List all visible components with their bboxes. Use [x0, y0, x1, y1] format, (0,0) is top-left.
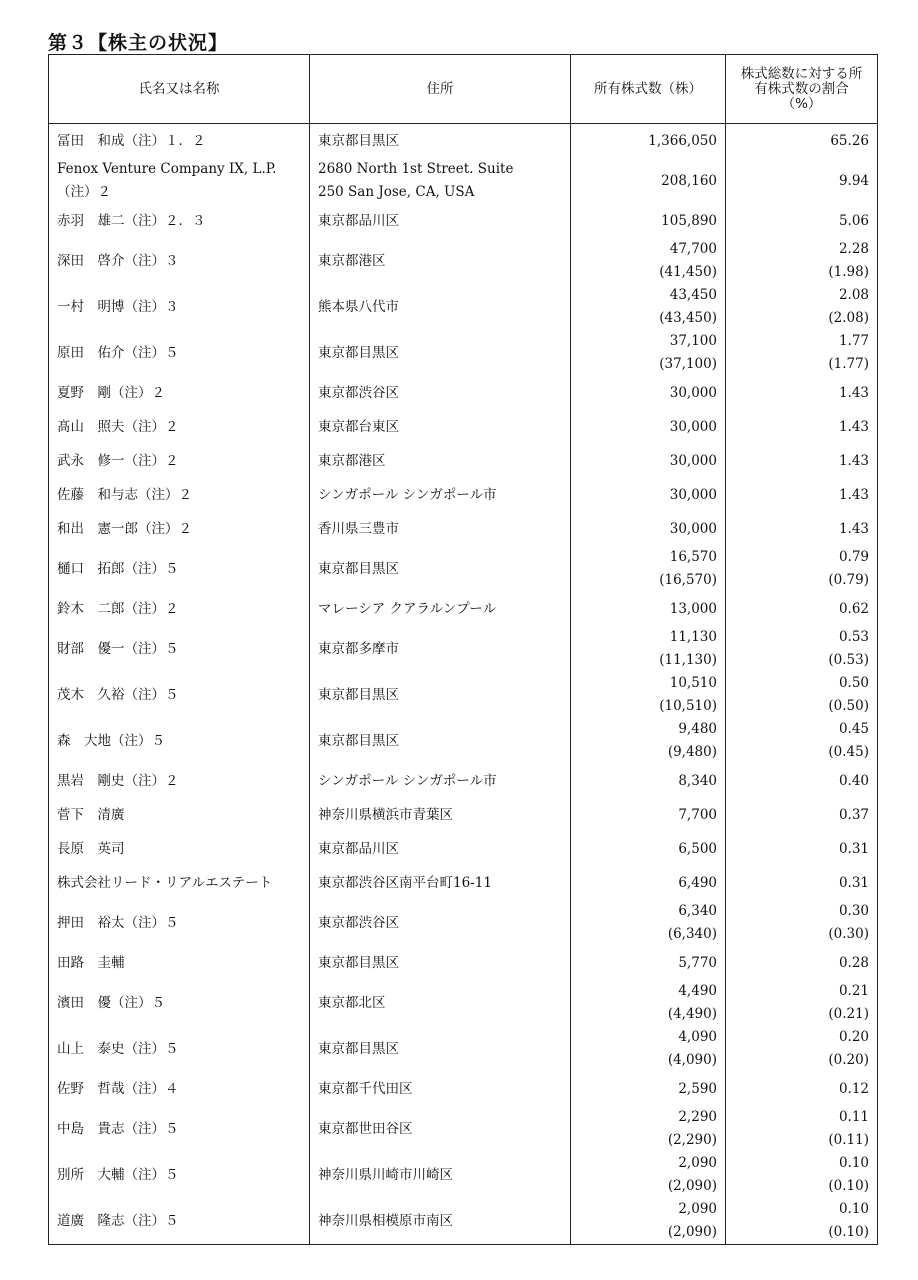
cell-address-line: 東京都渋谷区	[318, 384, 399, 401]
cell-ratio-line: 2.08	[838, 287, 869, 303]
table-row	[49, 866, 878, 900]
cell-shares-line: 208,160	[661, 172, 717, 189]
table-row	[49, 376, 878, 410]
cell-ratio	[726, 546, 878, 592]
cell-name-line: 樋口 拓郎（注）５	[57, 560, 179, 577]
cell-address-line: 東京都港区	[318, 452, 386, 469]
cell-shares-line: 6,500	[678, 840, 717, 857]
cell-ratio-line: 0.53	[838, 629, 869, 645]
table-row	[49, 158, 878, 204]
cell-shares	[571, 980, 726, 1026]
cell-ratio	[726, 1198, 878, 1245]
cell-address-line: 神奈川県横浜市青葉区	[318, 806, 453, 823]
header-shares: 所有株式数（株）	[571, 55, 726, 124]
cell-address-line: 東京都目黒区	[318, 732, 399, 749]
cell-name-line: 和出 憲一郎（注）２	[57, 520, 192, 537]
cell-ratio-line: 65.26	[830, 132, 869, 149]
cell-shares-line: (6,340)	[667, 926, 717, 942]
cell-name	[49, 546, 310, 592]
cell-name	[49, 592, 310, 626]
cell-ratio	[726, 672, 878, 718]
cell-shares	[571, 1198, 726, 1245]
cell-address	[310, 238, 571, 284]
cell-ratio-line: 0.31	[838, 874, 869, 891]
shareholder-table	[48, 54, 878, 1245]
cell-ratio-line: 1.43	[838, 452, 869, 469]
cell-name-line: 武永 修一（注）２	[57, 452, 179, 469]
cell-address-line: 東京都目黒区	[318, 686, 399, 703]
cell-address-line: 東京都多摩市	[318, 640, 399, 657]
table-row	[49, 330, 878, 376]
cell-name-line: 菅下 清廣	[57, 806, 125, 823]
cell-address-line: 東京都港区	[318, 252, 386, 269]
cell-ratio-line: 0.79	[838, 549, 869, 565]
cell-name-line: 黒岩 剛史（注）２	[57, 772, 179, 789]
cell-name-line: 田路 圭輔	[57, 954, 125, 971]
cell-ratio-line: (0.10)	[828, 1224, 869, 1240]
cell-ratio	[726, 158, 878, 204]
cell-address	[310, 512, 571, 546]
header-ratio-line3: （%）	[781, 95, 822, 112]
cell-ratio-line: (1.77)	[828, 356, 869, 372]
cell-name-line: 佐藤 和与志（注）２	[57, 486, 192, 503]
table-row	[49, 1198, 878, 1245]
cell-shares-line: 5,770	[678, 954, 717, 971]
cell-address-line: 神奈川県相模原市南区	[318, 1212, 453, 1229]
cell-name	[49, 1106, 310, 1152]
cell-name	[49, 284, 310, 330]
cell-name	[49, 672, 310, 718]
cell-ratio	[726, 1072, 878, 1106]
cell-shares	[571, 1152, 726, 1198]
cell-shares-line: 43,450	[669, 287, 717, 303]
cell-shares-line: 2,090	[678, 1155, 717, 1171]
cell-shares-line: 1,366,050	[648, 132, 717, 149]
cell-name	[49, 512, 310, 546]
cell-address	[310, 546, 571, 592]
cell-name-line: 中島 貴志（注）５	[57, 1120, 179, 1137]
cell-name	[49, 764, 310, 798]
cell-name-line: 山上 泰史（注）５	[57, 1040, 179, 1057]
table-row	[49, 284, 878, 330]
cell-ratio-line: 5.06	[838, 212, 869, 229]
cell-shares-line: 9,480	[678, 721, 717, 737]
cell-ratio-line: (0.50)	[828, 698, 869, 714]
cell-address-line: 東京都目黒区	[318, 344, 399, 361]
cell-ratio	[726, 284, 878, 330]
table-row	[49, 1072, 878, 1106]
table-row	[49, 672, 878, 718]
cell-address	[310, 866, 571, 900]
cell-name-line: 鈴木 二郎（注）２	[57, 600, 179, 617]
cell-shares	[571, 626, 726, 672]
cell-ratio	[726, 718, 878, 764]
cell-shares-line: (16,570)	[659, 572, 717, 588]
cell-name-line: 髙山 照夫（注）２	[57, 418, 179, 435]
cell-name-line: 株式会社リード・リアルエステート	[57, 874, 273, 891]
cell-ratio-line: 0.30	[838, 903, 869, 919]
cell-shares-line: 6,340	[678, 903, 717, 919]
cell-address-line: 東京都目黒区	[318, 954, 399, 971]
cell-shares-line: (2,090)	[667, 1224, 717, 1240]
cell-address	[310, 158, 571, 204]
cell-name	[49, 1152, 310, 1198]
cell-shares	[571, 1026, 726, 1072]
cell-ratio	[726, 376, 878, 410]
cell-shares	[571, 592, 726, 626]
cell-address	[310, 798, 571, 832]
cell-ratio-line: 1.43	[838, 418, 869, 435]
cell-name	[49, 946, 310, 980]
cell-name	[49, 718, 310, 764]
cell-shares-line: 16,570	[669, 549, 717, 565]
cell-ratio	[726, 124, 878, 159]
table-row	[49, 626, 878, 672]
cell-shares-line: 6,490	[678, 874, 717, 891]
header-ratio-line1: 株式総数に対する所	[740, 65, 863, 82]
cell-shares	[571, 512, 726, 546]
cell-shares-line: (10,510)	[659, 698, 717, 714]
cell-shares-line: (37,100)	[659, 356, 717, 372]
cell-shares	[571, 546, 726, 592]
page-title: 第３【株主の状況】	[48, 32, 229, 54]
cell-ratio-line: (0.79)	[828, 572, 869, 588]
cell-shares	[571, 158, 726, 204]
cell-name-line: 冨田 和成（注）１．２	[57, 132, 206, 149]
cell-address-line: シンガポール シンガポール市	[318, 772, 497, 789]
cell-name	[49, 1072, 310, 1106]
cell-name-line: 濱田 優（注）５	[57, 994, 165, 1011]
cell-shares-line: 7,700	[678, 806, 717, 823]
cell-address	[310, 444, 571, 478]
cell-name	[49, 444, 310, 478]
cell-shares	[571, 1072, 726, 1106]
cell-address	[310, 410, 571, 444]
cell-shares	[571, 946, 726, 980]
cell-shares-line: (4,090)	[667, 1052, 717, 1068]
cell-shares-line: 30,000	[669, 384, 717, 401]
cell-name-line: 一村 明博（注）３	[57, 298, 179, 315]
cell-shares	[571, 204, 726, 238]
cell-ratio	[726, 626, 878, 672]
cell-shares-line: 11,130	[669, 629, 717, 645]
cell-address-line: 東京都品川区	[318, 212, 399, 229]
table-row	[49, 410, 878, 444]
cell-shares	[571, 284, 726, 330]
cell-ratio-line: (2.08)	[828, 310, 869, 326]
cell-ratio-line: (0.30)	[828, 926, 869, 942]
cell-address-line: 東京都世田谷区	[318, 1120, 413, 1137]
cell-shares	[571, 1106, 726, 1152]
cell-ratio-line: 2.28	[838, 241, 869, 257]
cell-name	[49, 376, 310, 410]
cell-name	[49, 866, 310, 900]
cell-shares-line: (11,130)	[659, 652, 717, 668]
cell-shares-line: 4,490	[678, 983, 717, 999]
cell-shares	[571, 900, 726, 946]
cell-shares-line: (2,090)	[667, 1178, 717, 1194]
cell-shares-line: 105,890	[661, 212, 717, 229]
cell-address	[310, 980, 571, 1026]
cell-shares	[571, 832, 726, 866]
cell-address	[310, 478, 571, 512]
cell-address-line: 東京都渋谷区	[318, 914, 399, 931]
cell-shares-line: 10,510	[669, 675, 717, 691]
table-row	[49, 478, 878, 512]
table-row	[49, 238, 878, 284]
table-row	[49, 546, 878, 592]
cell-ratio-line: 0.37	[838, 806, 869, 823]
cell-address-line: 東京都目黒区	[318, 132, 399, 149]
cell-ratio	[726, 444, 878, 478]
cell-ratio-line: (0.20)	[828, 1052, 869, 1068]
cell-ratio	[726, 478, 878, 512]
cell-shares	[571, 330, 726, 376]
cell-name	[49, 238, 310, 284]
cell-name-line: Fenox Venture Company IX, L.P.	[57, 161, 277, 177]
table-row	[49, 946, 878, 980]
cell-address-line: シンガポール シンガポール市	[318, 486, 497, 503]
cell-ratio	[726, 1026, 878, 1072]
cell-name-line: 茂木 久裕（注）５	[57, 686, 179, 703]
cell-shares	[571, 798, 726, 832]
cell-ratio	[726, 330, 878, 376]
table-row	[49, 764, 878, 798]
cell-ratio-line: 1.77	[838, 333, 869, 349]
header-ratio-line2: 有株式数の割合	[754, 80, 849, 97]
cell-ratio-line: 0.21	[838, 983, 869, 999]
cell-address	[310, 718, 571, 764]
cell-shares	[571, 672, 726, 718]
cell-name-line: 赤羽 雄二（注）２．３	[57, 212, 206, 229]
cell-name-line: 道廣 隆志（注）５	[57, 1212, 179, 1229]
cell-address-line: 250 San Jose, CA, USA	[318, 184, 475, 200]
cell-address	[310, 764, 571, 798]
cell-name-line: 森 大地（注）５	[57, 732, 165, 749]
cell-address-line: 熊本県八代市	[318, 298, 399, 315]
cell-shares-line: 4,090	[678, 1029, 717, 1045]
cell-ratio	[726, 592, 878, 626]
table-row	[49, 980, 878, 1026]
cell-ratio-line: 0.50	[838, 675, 869, 691]
cell-shares-line: 2,290	[678, 1109, 717, 1125]
cell-ratio-line: 0.12	[838, 1080, 869, 1097]
cell-address	[310, 626, 571, 672]
cell-shares-line: 30,000	[669, 486, 717, 503]
cell-shares-line: (4,490)	[667, 1006, 717, 1022]
cell-ratio	[726, 832, 878, 866]
cell-ratio	[726, 980, 878, 1026]
cell-name	[49, 900, 310, 946]
cell-ratio	[726, 866, 878, 900]
cell-ratio	[726, 900, 878, 946]
cell-ratio	[726, 946, 878, 980]
cell-address-line: 東京都品川区	[318, 840, 399, 857]
cell-shares	[571, 478, 726, 512]
cell-address	[310, 592, 571, 626]
table-row	[49, 444, 878, 478]
cell-address	[310, 1072, 571, 1106]
cell-name	[49, 410, 310, 444]
cell-name	[49, 832, 310, 866]
cell-address-line: 東京都千代田区	[318, 1080, 413, 1097]
table-row	[49, 900, 878, 946]
cell-address-line: 2680 North 1st Street. Suite	[318, 161, 514, 177]
cell-ratio-line: (0.45)	[828, 744, 869, 760]
table-row	[49, 592, 878, 626]
cell-shares-line: (41,450)	[659, 264, 717, 280]
cell-shares	[571, 410, 726, 444]
cell-ratio-line: 9.94	[838, 172, 869, 189]
cell-name-line: 深田 啓介（注）３	[57, 252, 179, 269]
cell-address	[310, 1026, 571, 1072]
cell-shares	[571, 764, 726, 798]
cell-ratio-line: 1.43	[838, 384, 869, 401]
cell-name-line: （注）２	[57, 184, 111, 200]
cell-ratio-line: 0.11	[838, 1109, 869, 1125]
cell-name	[49, 204, 310, 238]
table-row	[49, 124, 878, 159]
cell-address	[310, 284, 571, 330]
cell-address	[310, 946, 571, 980]
header-name: 氏名又は名称	[49, 55, 310, 124]
cell-ratio-line: 0.31	[838, 840, 869, 857]
cell-ratio-line: 1.43	[838, 486, 869, 503]
table-body	[49, 124, 878, 1245]
cell-name	[49, 1198, 310, 1245]
cell-address-line: 神奈川県川崎市川崎区	[318, 1166, 453, 1183]
cell-ratio	[726, 1106, 878, 1152]
cell-name-line: 押田 裕太（注）５	[57, 914, 179, 931]
cell-name	[49, 626, 310, 672]
cell-shares-line: 2,590	[678, 1080, 717, 1097]
cell-name	[49, 798, 310, 832]
cell-ratio	[726, 204, 878, 238]
table-row	[49, 718, 878, 764]
cell-address	[310, 1152, 571, 1198]
cell-address	[310, 1198, 571, 1245]
cell-ratio	[726, 410, 878, 444]
cell-name-line: 長原 英司	[57, 840, 125, 857]
cell-shares-line: 30,000	[669, 452, 717, 469]
cell-shares-line: 13,000	[669, 600, 717, 617]
cell-ratio-line: (0.53)	[828, 652, 869, 668]
cell-ratio-line: 0.40	[838, 772, 869, 789]
cell-address	[310, 376, 571, 410]
cell-shares-line: 30,000	[669, 520, 717, 537]
table-row	[49, 1106, 878, 1152]
cell-address	[310, 900, 571, 946]
cell-ratio-line: 0.10	[838, 1155, 869, 1171]
cell-address-line: 東京都北区	[318, 994, 386, 1011]
cell-ratio-line: (0.11)	[828, 1132, 869, 1148]
cell-address-line: 香川県三豊市	[318, 520, 399, 537]
cell-ratio-line: 0.10	[838, 1201, 869, 1217]
cell-shares-line: 30,000	[669, 418, 717, 435]
cell-address-line: 東京都目黒区	[318, 560, 399, 577]
cell-ratio	[726, 798, 878, 832]
table-row	[49, 512, 878, 546]
header-ratio	[726, 55, 878, 124]
cell-address-line: 東京都目黒区	[318, 1040, 399, 1057]
table-row	[49, 798, 878, 832]
cell-ratio	[726, 764, 878, 798]
cell-ratio-line: 0.28	[838, 954, 869, 971]
cell-address	[310, 1106, 571, 1152]
cell-shares-line: 47,700	[669, 241, 717, 257]
cell-name	[49, 124, 310, 159]
table-row	[49, 1026, 878, 1072]
cell-ratio-line: 0.62	[838, 600, 869, 617]
cell-ratio	[726, 512, 878, 546]
cell-address	[310, 330, 571, 376]
cell-ratio-line: 1.43	[838, 520, 869, 537]
cell-shares-line: (43,450)	[659, 310, 717, 326]
table-row	[49, 1152, 878, 1198]
cell-address-line: マレーシア クアラルンプール	[318, 600, 497, 617]
cell-name-line: 別所 大輔（注）５	[57, 1166, 179, 1183]
cell-address	[310, 204, 571, 238]
table-header	[49, 55, 878, 124]
cell-shares	[571, 718, 726, 764]
cell-name-line: 財部 優一（注）５	[57, 640, 179, 657]
cell-name-line: 佐野 哲哉（注）４	[57, 1080, 179, 1097]
cell-ratio-line: (0.21)	[828, 1006, 869, 1022]
cell-shares-line: 2,090	[678, 1201, 717, 1217]
cell-name	[49, 980, 310, 1026]
cell-ratio-line: (0.10)	[828, 1178, 869, 1194]
cell-shares-line: (9,480)	[667, 744, 717, 760]
cell-name	[49, 478, 310, 512]
table-row	[49, 204, 878, 238]
header-address: 住所	[310, 55, 571, 124]
cell-name-line: 原田 佑介（注）５	[57, 344, 179, 361]
cell-shares	[571, 376, 726, 410]
cell-shares	[571, 238, 726, 284]
cell-address-line: 東京都渋谷区南平台町16-11	[318, 874, 492, 891]
table-row	[49, 832, 878, 866]
cell-ratio-line: 0.20	[838, 1029, 869, 1045]
cell-ratio	[726, 238, 878, 284]
cell-ratio-line: (1.98)	[828, 264, 869, 280]
cell-shares	[571, 444, 726, 478]
cell-address	[310, 832, 571, 866]
cell-address-line: 東京都台東区	[318, 418, 399, 435]
cell-address	[310, 124, 571, 159]
cell-shares	[571, 124, 726, 159]
cell-name	[49, 1026, 310, 1072]
cell-name-line: 夏野 剛（注）２	[57, 384, 165, 401]
cell-name	[49, 158, 310, 204]
cell-shares	[571, 866, 726, 900]
cell-name	[49, 330, 310, 376]
cell-shares-line: 37,100	[669, 333, 717, 349]
cell-ratio	[726, 1152, 878, 1198]
cell-shares-line: (2,290)	[667, 1132, 717, 1148]
cell-address	[310, 672, 571, 718]
cell-shares-line: 8,340	[678, 772, 717, 789]
cell-ratio-line: 0.45	[838, 721, 869, 737]
